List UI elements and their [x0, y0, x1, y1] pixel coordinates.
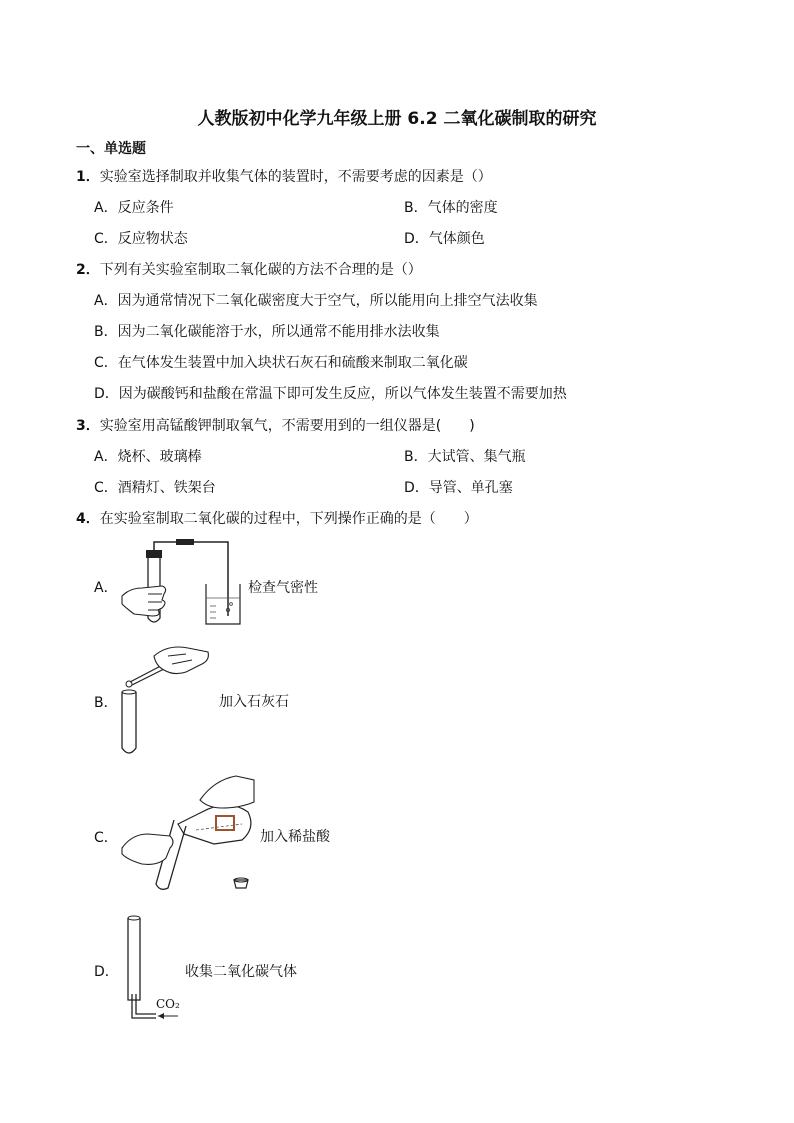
- question-number: 1．: [76, 169, 100, 185]
- co2-label: CO₂: [156, 997, 180, 1011]
- q4-option-b-caption: 加入石灰石: [219, 694, 289, 710]
- question-number: 3．: [76, 418, 100, 434]
- page-title: 人教版初中化学九年级上册 6.2 二氧化碳制取的研究: [197, 109, 597, 129]
- q2-option-c[interactable]: C．在气体发生装置中加入块状石灰石和硫酸来制取二氧化碳: [94, 355, 468, 371]
- question-text: 在实验室制取二氧化碳的过程中，下列操作正确的是（ ）: [99, 511, 478, 527]
- q4-option-b-letter[interactable]: B．: [94, 695, 118, 711]
- q4-option-d-caption: 收集二氧化碳气体: [185, 964, 297, 980]
- question-4: [76, 508, 478, 528]
- add-limestone-figure: [116, 642, 212, 758]
- question-1: [76, 166, 492, 186]
- question-text: 实验室用高锰酸钾制取氧气，不需要用到的一组仪器是( ): [99, 418, 475, 434]
- question-text: 实验室选择制取并收集气体的装置时，不需要考虑的因素是（）: [99, 169, 492, 185]
- q1-option-b[interactable]: B．气体的密度: [404, 200, 498, 216]
- q4-option-c-letter[interactable]: C．: [94, 830, 118, 846]
- q4-option-a-caption: 检查气密性: [248, 580, 318, 596]
- q1-option-d[interactable]: D．气体颜色: [404, 231, 485, 247]
- question-number: 2．: [76, 262, 100, 278]
- q3-option-d[interactable]: D．导管、单孔塞: [404, 480, 513, 496]
- question-2: [76, 259, 422, 279]
- q2-option-a[interactable]: A．因为通常情况下二氧化碳密度大于空气，所以能用向上排空气法收集: [94, 293, 538, 309]
- question-text: 下列有关实验室制取二氧化碳的方法不合理的是（）: [99, 262, 422, 278]
- q1-option-c[interactable]: C．反应物状态: [94, 231, 188, 247]
- q3-option-a[interactable]: A．烧杯、玻璃棒: [94, 449, 202, 465]
- add-dilute-hcl-figure: [118, 772, 258, 896]
- q4-option-a-letter[interactable]: A．: [94, 580, 118, 596]
- q2-option-b[interactable]: B．因为二氧化碳能溶于水，所以通常不能用排水法收集: [94, 324, 440, 340]
- airtightness-check-figure: [118, 538, 246, 632]
- question-number: 4．: [76, 511, 100, 527]
- q1-option-a[interactable]: A．反应条件: [94, 200, 174, 216]
- q3-option-c[interactable]: C．酒精灯、铁架台: [94, 480, 216, 496]
- q3-option-b[interactable]: B．大试管、集气瓶: [404, 449, 526, 465]
- question-3: [76, 415, 475, 435]
- section-heading: 一、单选题: [76, 141, 146, 157]
- q4-option-d-letter[interactable]: D．: [94, 964, 119, 980]
- q2-option-d[interactable]: D．因为碳酸钙和盐酸在常温下即可发生反应，所以气体发生装置不需要加热: [94, 386, 567, 402]
- q4-option-c-caption: 加入稀盐酸: [260, 829, 330, 845]
